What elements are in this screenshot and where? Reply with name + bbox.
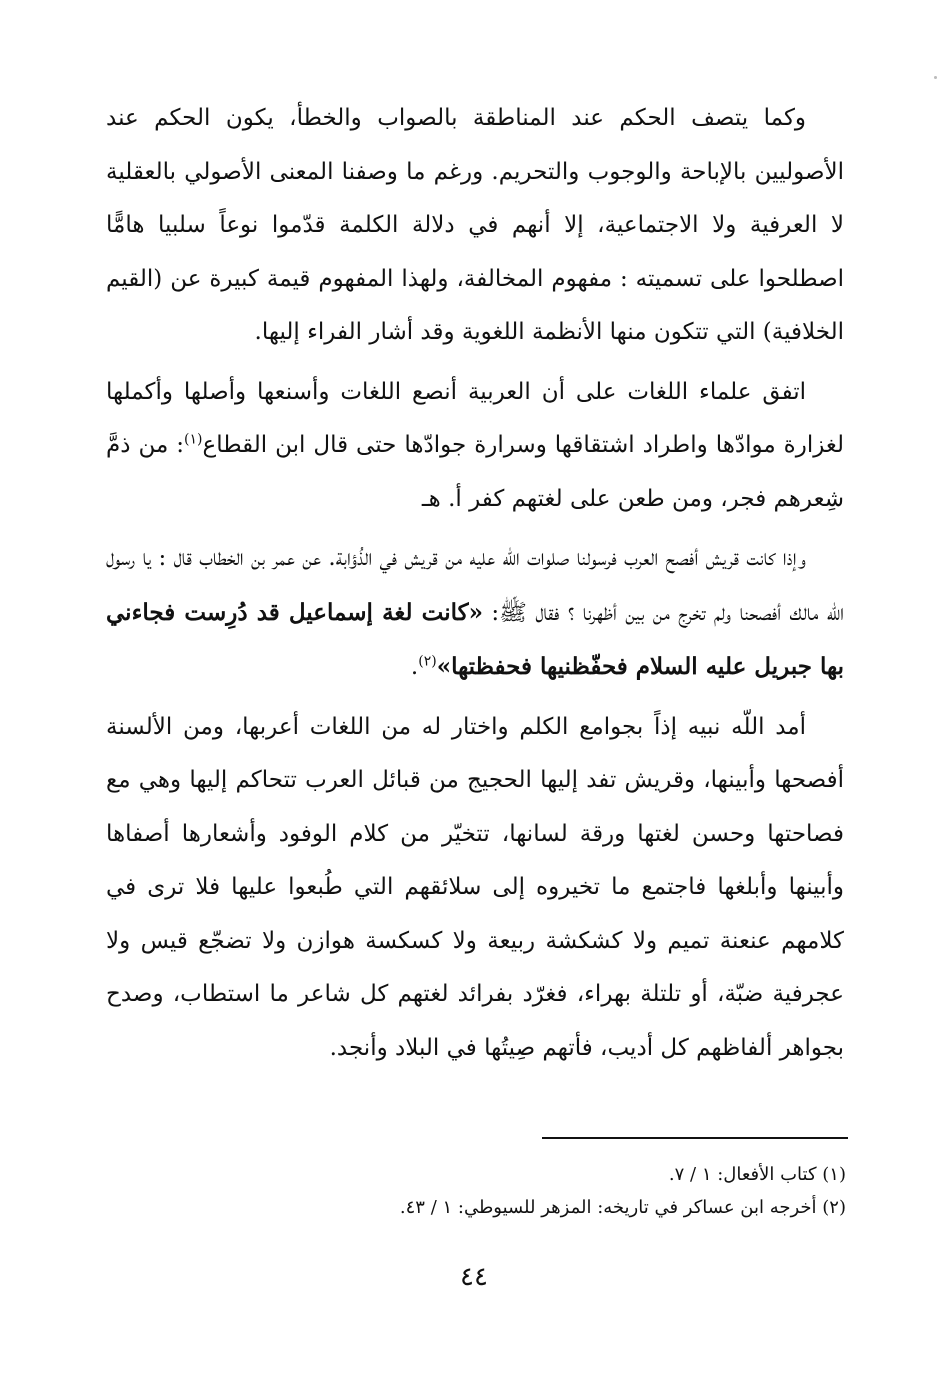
paragraph-2-text-after: : من ذمَّ شِعرهم فجر، ومن طعن على لغتهم كفر أ. هـ [106, 432, 844, 512]
footnotes [106, 1158, 846, 1224]
main-text [106, 92, 844, 1081]
paragraph-2-text-before: اتفق علماء اللغات على أن العربية أنصع اللغات وأسنعها وأصلها وأكملها لغزارة موادّها واطراد اشتقاقها وسرارة جوادّها حتى قال ابن القطاع [106, 378, 844, 458]
footnote-2: (٢) أخرجه ابن عساكر في تاريخه: المزهر للسيوطي: ١ / ٤٣. [399, 1197, 846, 1218]
paragraph-3 [106, 532, 844, 695]
scan-speck [934, 76, 937, 79]
paragraph-1: وكما يتصف الحكم عند المناطقة بالصواب والخطأ، يكون الحكم عند الأصوليين بالإباحة والوجوب والتحريم. ورغم ما وصفنا المعنى الأصولي بالعقلية لا العرفية ولا الاجتماعية، إلا أنهم في دلالة الكلمة قدّموا نوعاً سلبيا هامًّا اصطلحوا على تسميته : مفهوم المخالفة، ولهذا المفهوم قيمة كبيرة عن (القيم الخلافية) التي تتكون منها الأنظمة اللغوية وقد أشار الفراء إليها. [106, 105, 844, 345]
footnote-ref-1[interactable]: (١) [184, 431, 203, 448]
page-number: ٤٤ [460, 1262, 488, 1292]
hadith-quote: «كانت لغة إسماعيل قد دُرِست فجاءني بها جبريل عليه السلام فحفّظنيها فحفظتها» [106, 598, 844, 680]
footnote-ref-2[interactable]: (٢) [418, 653, 437, 670]
paragraph-3-text-before: وإذا كانت قريش أفصح العرب فرسولنا صلوات اللّه عليه من قريش في الذُؤابة. عن عمر بن الخطاب قال : يا رسول اللّه مالك أفصحنا ولم تخرج من بين أظهرنا ؟ فقال ﷺ: [106, 545, 844, 626]
footnote-divider [542, 1137, 848, 1139]
paragraph-3-text-after: . [410, 654, 419, 680]
footnote-1: (١) كتاب الأفعال: ١ / ٧. [668, 1164, 846, 1185]
paragraph-4: أمد اللّه نبيه إذاً بجوامع الكلم واختار له من اللغات أعربها، ومن الألسنة أفصحها وأبينها، وقريش تفد إليها الحجيج من قبائل العرب تتحاكم إليها وهي مع فصاحتها وحسن لغتها ورقة لسانها، تتخيّر من كلام الوفود وأشعارها أصفاها وأبينها وأبلغها فاجتمع ما تخيروه إلى سلائقهم التي طُبعوا عليها فلا ترى في كلامهم عنعنة تميم ولا كشكشة ربيعة ولا كسكسة هوازن ولا تضجّع قيس ولا عجرفية ضبّة، أو تلتلة بهراء، فغرّد بفرائد لغتهم كل شاعر ما استطاب، وصدح بجواهر ألفاظهم كل أديب، فأتهم صِيتُها في البلاد وأنجد. [106, 713, 844, 1061]
paragraph-2 [106, 366, 844, 527]
